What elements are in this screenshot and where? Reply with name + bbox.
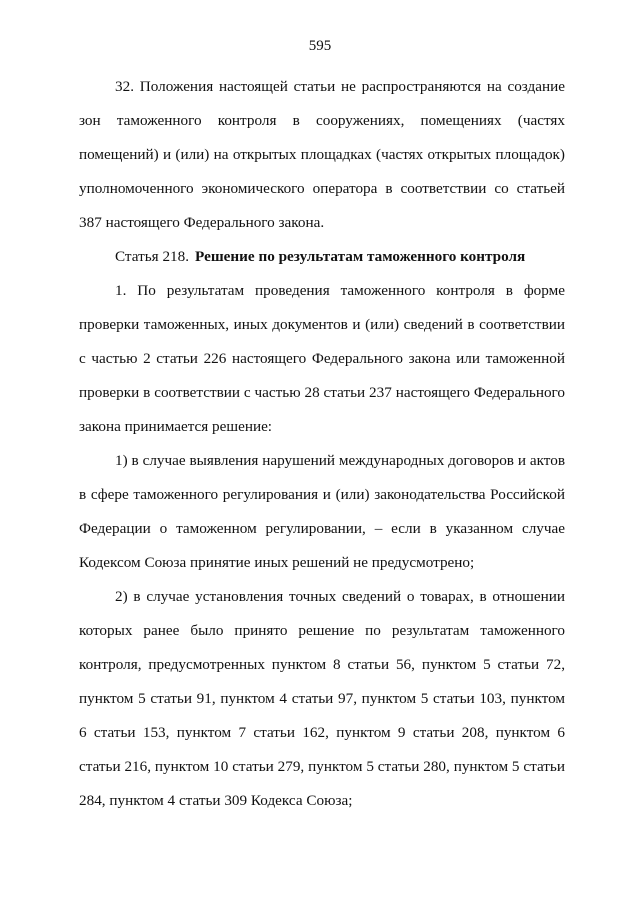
paragraph-32: 32. Положения настоящей статьи не распространяются на создание зон таможенного контроля в сооружениях, помещениях (частях помещений) и (или) на открытых площадках (частях открытых площадок) уполномоченного экономического оператора в соответствии со статьей 387 настоящего Федерального закона. [79,78,565,231]
document-body [79,70,565,818]
article-label: Статья 218. [115,248,190,265]
subparagraph-1: 1) в случае выявления нарушений международных договоров и актов в сфере таможенного регулирования и (или) законодательства Российской Федерации о таможенном регулировании, – если в указанном случае Кодексом Союза принятие иных решений не предусмотрено; [79,452,565,571]
paragraph-1: 1. По результатам проведения таможенного контроля в форме проверки таможенных, иных документов и (или) сведений в соответствии с частью 2 статьи 226 настоящего Федерального закона или таможенной проверки в соответствии с частью 28 статьи 237 настоящего Федерального закона принимается решение: [79,282,565,435]
page-number: 595 [308,38,332,54]
article-heading [79,240,565,274]
subparagraph-2: 2) в случае установления точных сведений о товарах, в отношении которых ранее было принято решение по результатам таможенного контроля, предусмотренных пунктом 8 статьи 56, пунктом 5 статьи 72, пунктом 5 статьи 91, пунктом 4 статьи 97, пунктом 5 статьи 103, пунктом 6 статьи 153, пунктом 7 статьи 162, пунктом 9 статьи 208, пунктом 6 статьи 216, пунктом 10 статьи 279, пунктом 5 статьи 280, пунктом 5 статьи 284, пунктом 4 статьи 309 Кодекса Союза; [79,588,565,809]
article-title: Решение по результатам таможенного контроля [195,248,526,265]
